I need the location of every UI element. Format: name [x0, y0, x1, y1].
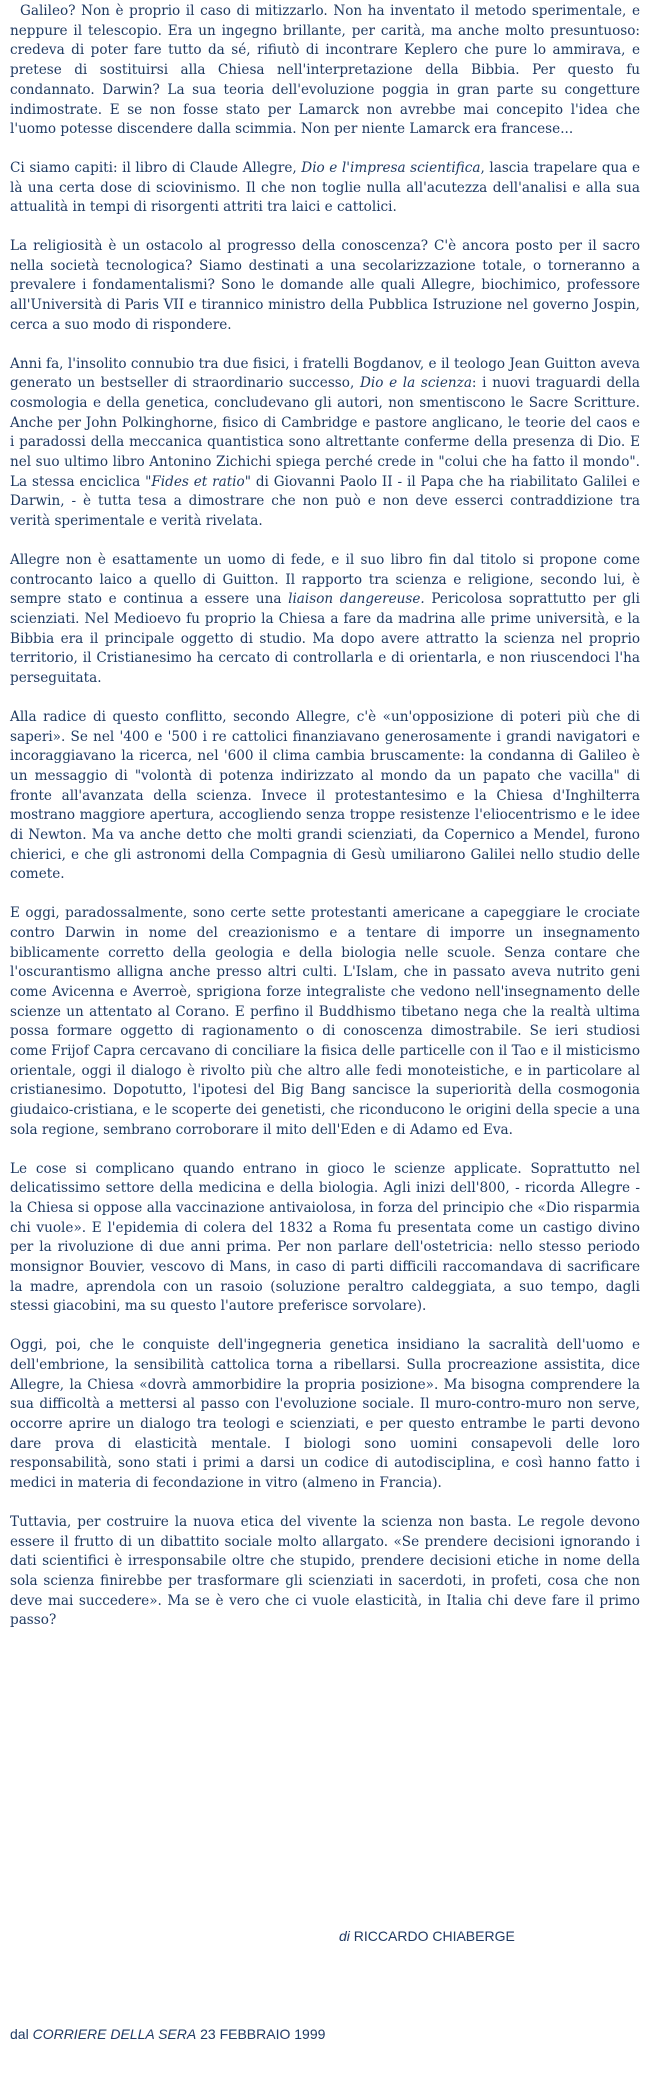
byline-author: RICCARDO CHIABERGE [353, 1928, 515, 1944]
italic-text: liaison dangereuse. [288, 591, 425, 608]
source-date: 23 FEBBRAIO 1999 [200, 2026, 326, 2042]
article-paragraph [10, 355, 640, 532]
italic-text: Dio e l'impresa scientifica [301, 159, 481, 176]
article-paragraph [10, 2, 640, 140]
paragraph-text: Oggi, poi, che le conquiste dell'ingegneria genetica insidiano la sacralità dell'uomo e dell'embrione, la sensibilità cattolica torna a ribellarsi. Sulla procreazione assistita, dice Allegre, la Chiesa «dovrà ammorbidire la propria posizione». Ma bisogna comprendere la sua difficoltà a mettersi al passo con l'evoluzione sociale. Il muro-contro-muro non serve, occorre aprire un dialogo tra teologi e scienziati, e per questo entrambe le parti devono dare prova di elasticità mentale. I biologi sono uomini consapevoli delle loro responsabilità, sono stati i primi a darsi un codice di autodisciplina, e così hanno fatto i medici in materia di fecondazione in vitro (almeno in Francia). [10, 1337, 640, 1492]
paragraph-text: Tuttavia, per costruire la nuova etica del vivente la scienza non basta. Le regole devono essere il frutto di un dibattito sociale molto allargato. «Se prendere decisioni ignorando i dati scientifici è irresponsabile oltre che stupido, prendere decisioni etiche in nome della sola scienza finirebbe per trasformare gli scienziati in sacerdoti, in profeti, cosa che non deve mai succedere». Ma se è vero che ci vuole elasticità, in Italia chi deve fare il primo passo? [10, 1513, 640, 1629]
article-paragraph [10, 1513, 640, 1631]
article-paragraph [10, 708, 640, 885]
paragraph-text: E oggi, paradossalmente, sono certe sette protestanti americane a capeggiare le crociate contro Darwin in nome del creazionismo e a tentare di imporre un insegnamento biblicamente corretto della geologia e della biologia nelle scuole. Senza contare che l'oscurantismo alligna anche presso altri culti. L'Islam, che in passato aveva nutrito geni come Avicenna e Averroè, sprigiona forze integraliste che vedono nell'insegnamento delle scienze un attentato al Corano. E perfino il Buddhismo tibetano nega che la realtà ultima possa formare oggetto di ragionamento o di conoscenza dimostrabile. Se ieri studiosi come Frijof Capra cercavano di conciliare la fisica delle particelle con il Tao e il misticismo orientale, oggi il dialogo è rivolto più che altro alle fedi monoteistiche, e in particolare al cristianesimo. Dopotutto, l'ipotesi del Big Bang sancisce la superiorità della cosmogonia giudaico-cristiana, e le scoperte dei genetisti, che riconducono le origini della specie a una sola regione, sembrano corroborare il mito dell'Eden e di Adamo ed Eva. [10, 905, 640, 1138]
paragraph-text: Ci siamo capiti: il libro di Claude Allegre, [10, 159, 302, 176]
paragraph-text: Pericolosa soprattutto per gli scienziati. Nel Medioevo fu proprio la Chiesa a fare da madrina alle prime università, e la Bibbia era il principale oggetto di studio. Ma dopo avere attratto la scienza nel proprio territorio, il Cristianesimo ha cercato di controllarla e di orientarla, e non riuscendoci l'ha perseguitata. [10, 591, 640, 687]
source-publication: CORRIERE DELLA SERA [32, 2026, 197, 2042]
article-paragraph [10, 551, 640, 689]
italic-text: Fides et ratio [151, 473, 245, 490]
paragraph-text: Anni fa, l'insolito connubio tra due fisici, i fratelli Bogdanov, e il teologo Jean Guitton aveva generato un bestseller di straordinario successo, [10, 355, 640, 392]
article-paragraph [10, 159, 640, 218]
article-paragraphs [10, 2, 640, 1631]
paragraph-text: " di Giovanni Paolo II - il Papa che ha riabilitato Galilei e Darwin, - è tutta tesa a dimostrare che non può e non deve esserci contraddizione tra verità sperimentale e verità rivelata. [10, 473, 640, 530]
article-paragraph [10, 1160, 640, 1318]
source-line [10, 2026, 325, 2042]
article-paragraph [10, 237, 640, 336]
byline-prefix: di [339, 1928, 350, 1944]
source-prefix: dal [10, 2026, 29, 2042]
paragraph-text: Le cose si complicano quando entrano in gioco le scienze applicate. Soprattutto nel delicatissimo settore della medicina e della biologia. Agli inizi dell'800, - ricorda Allegre - la Chiesa si oppose alla vaccinazione antivaiolosa, in forza del principio che «Dio risparmia chi vuole». E l'epidemia di colera del 1832 a Roma fu presentata come un castigo divino per la rivoluzione di due anni prima. Per non parlare dell'ostetricia: nello stesso periodo monsignor Bouvier, vescovo di Mans, in caso di parti difficili raccomandava di sacrificare la madre, aprendola con un rasoio (soluzione peraltro caldeggiata, a suo tempo, dagli stessi giacobini, ma su questo l'autore preferisce sorvolare). [10, 1160, 640, 1315]
italic-text: Dio e la scienza [359, 375, 472, 392]
paragraph-text: Alla radice di questo conflitto, secondo Allegre, c'è «un'opposizione di poteri più che di saperi». Se nel '400 e '500 i re cattolici finanziavano generosamente i grandi navigatori e incoraggiavano la ricerca, nel '600 il clima cambia bruscamente: la condanna di Galileo è un messaggio di "volontà di potenza indirizzato al mondo da un papato che vacilla" di fronte all'avanzata della scienza. Invece il protestantesimo e la Chiesa d'Inghilterra mostrano maggiore apertura, accogliendo senza troppe resistenze l'eliocentrismo e le idee di Newton. Ma va anche detto che molti grandi scienziati, da Copernico a Mendel, furono chierici, e che gli astronomi della Compagnia di Gesù umiliarono Galilei nello studio delle comete. [10, 708, 640, 883]
paragraph-text: : i nuovi traguardi della cosmologia e della genetica, concludevano gli autori, non smentiscono le Sacre Scritture. Anche per John Polkinghorne, fisico di Cambridge e pastore anglicano, le teorie del caos e i paradossi della meccanica quantistica sono altrettante conferme della presenza di Dio. E nel suo ultimo libro Antonino Zichichi spiega perché crede in "colui che ha fatto il mondo". La stessa enciclica " [10, 375, 640, 490]
paragraph-text: Allegre non è esattamente un uomo di fede, e il suo libro fin dal titolo si propone come controcanto laico a quello di Guitton. Il rapporto tra scienza e religione, secondo lui, è sempre stato e continua a essere una [10, 551, 640, 608]
article-body [10, 2, 640, 1650]
paragraph-text: , lascia trapelare qua e là una certa dose di sciovinismo. Il che non toglie nulla all'acutezza dell'analisi e alla sua attualità in tempi di risorgenti attriti tra laici e cattolici. [10, 159, 641, 216]
paragraph-text: La religiosità è un ostacolo al progresso della conoscenza? C'è ancora posto per il sacro nella società tecnologica? Siamo destinati a una secolarizzazione totale, o torneranno a prevalere i fondamentalismi? Sono le domande alle quali Allegre, biochimico, professore all'Università di Paris VII e tirannico ministro della Pubblica Istruzione nel governo Jospin, cerca a suo modo di rispondere. [10, 238, 640, 333]
article-paragraph [10, 1336, 640, 1494]
paragraph-text: Galileo? Non è proprio il caso di mitizzarlo. Non ha inventato il metodo sperimentale, e neppure il telescopio. Era un ingegno brillante, per carità, ma anche molto presuntuoso: credeva di poter fare tutto da sé, rifiutò di incontrare Keplero che pure lo ammirava, e pretese di sostituirsi alla Chiesa nell'interpretazione della Bibbia. Per questo fu condannato. Darwin? La sua teoria dell'evoluzione poggia in gran parte su congetture indimostrate. E se non fosse stato per Lamarck non avrebbe mai concepito l'idea che l'uomo potesse discendere dalla scimmia. Non per niente Lamarck era francese... [10, 3, 640, 138]
byline [339, 1928, 515, 1944]
article-paragraph [10, 904, 640, 1140]
